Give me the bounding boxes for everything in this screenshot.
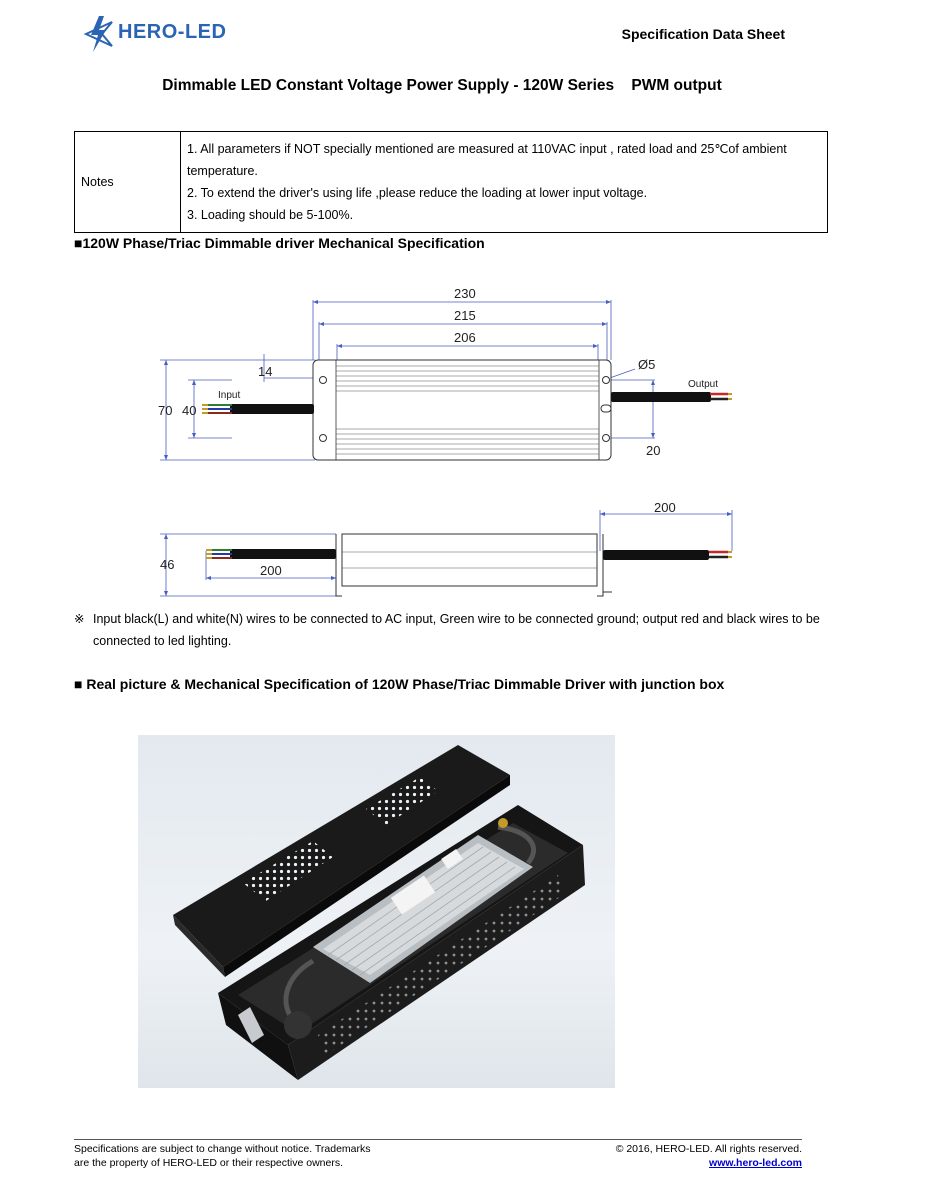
footer-line: are the property of HERO-LED or their respective owners. xyxy=(74,1156,344,1169)
footer-disclaimer xyxy=(74,1143,371,1170)
dim-label: 200 xyxy=(260,563,282,578)
dim-label: 70 xyxy=(158,403,173,418)
lightning-logo-icon xyxy=(82,14,116,54)
notes-label: Notes xyxy=(75,132,181,233)
footer-divider xyxy=(74,1139,802,1140)
side-view-drawing xyxy=(150,496,750,601)
dim-label: 20 xyxy=(646,443,661,458)
section-heading-mechanical: ■120W Phase/Triac Dimmable driver Mechanical Specification xyxy=(74,235,485,251)
dim-label: 40 xyxy=(182,403,197,418)
hero-led-logo xyxy=(82,14,252,54)
notes-body xyxy=(181,132,828,233)
section-heading-junction-box: ■ Real picture & Mechanical Specification of 120W Phase/Triac Dimmable Driver with junction box xyxy=(74,676,725,692)
footer-copyright xyxy=(616,1143,802,1170)
dim-label: 206 xyxy=(454,330,476,345)
note-mark: ※ xyxy=(74,612,85,626)
copyright-text: © 2016, HERO-LED. All rights reserved. xyxy=(615,1143,802,1155)
input-label: Input xyxy=(218,390,241,401)
logo-text: HERO-LED xyxy=(118,21,227,43)
wire-note-text: Input black(L) and white(N) wires to be connected to AC input, Green wire to be connected ground; output red and black wires to be connected to led lighting. xyxy=(93,612,820,648)
notes-table xyxy=(74,131,828,233)
dim-label: Ø5 xyxy=(638,357,656,372)
note-line: 3. Loading should be 5-100%. xyxy=(187,208,354,222)
website-link[interactable]: www.hero-led.com xyxy=(709,1156,802,1169)
dim-label: 46 xyxy=(160,557,175,572)
top-view-drawing xyxy=(150,280,750,470)
dim-label: 200 xyxy=(654,500,676,515)
note-line: 1. All parameters if NOT specially mentioned are measured at 110VAC input , rated load and 25℃of ambient temperature. xyxy=(187,142,787,178)
page-title: Dimmable LED Constant Voltage Power Supply - 120W Series PWM output xyxy=(162,77,722,94)
output-label: Output xyxy=(688,379,719,390)
dim-label: 215 xyxy=(454,308,476,323)
note-line: 2. To extend the driver's using life ,please reduce the loading at lower input voltage. xyxy=(187,186,648,200)
sheet-title: Specification Data Sheet xyxy=(621,26,785,42)
dim-label: 230 xyxy=(454,286,476,301)
footer-line: Specifications are subject to change without notice. Trademarks xyxy=(74,1143,371,1155)
dim-label: 14 xyxy=(258,364,273,379)
product-photo xyxy=(138,735,615,1088)
junction-box-illustration xyxy=(138,735,615,1088)
